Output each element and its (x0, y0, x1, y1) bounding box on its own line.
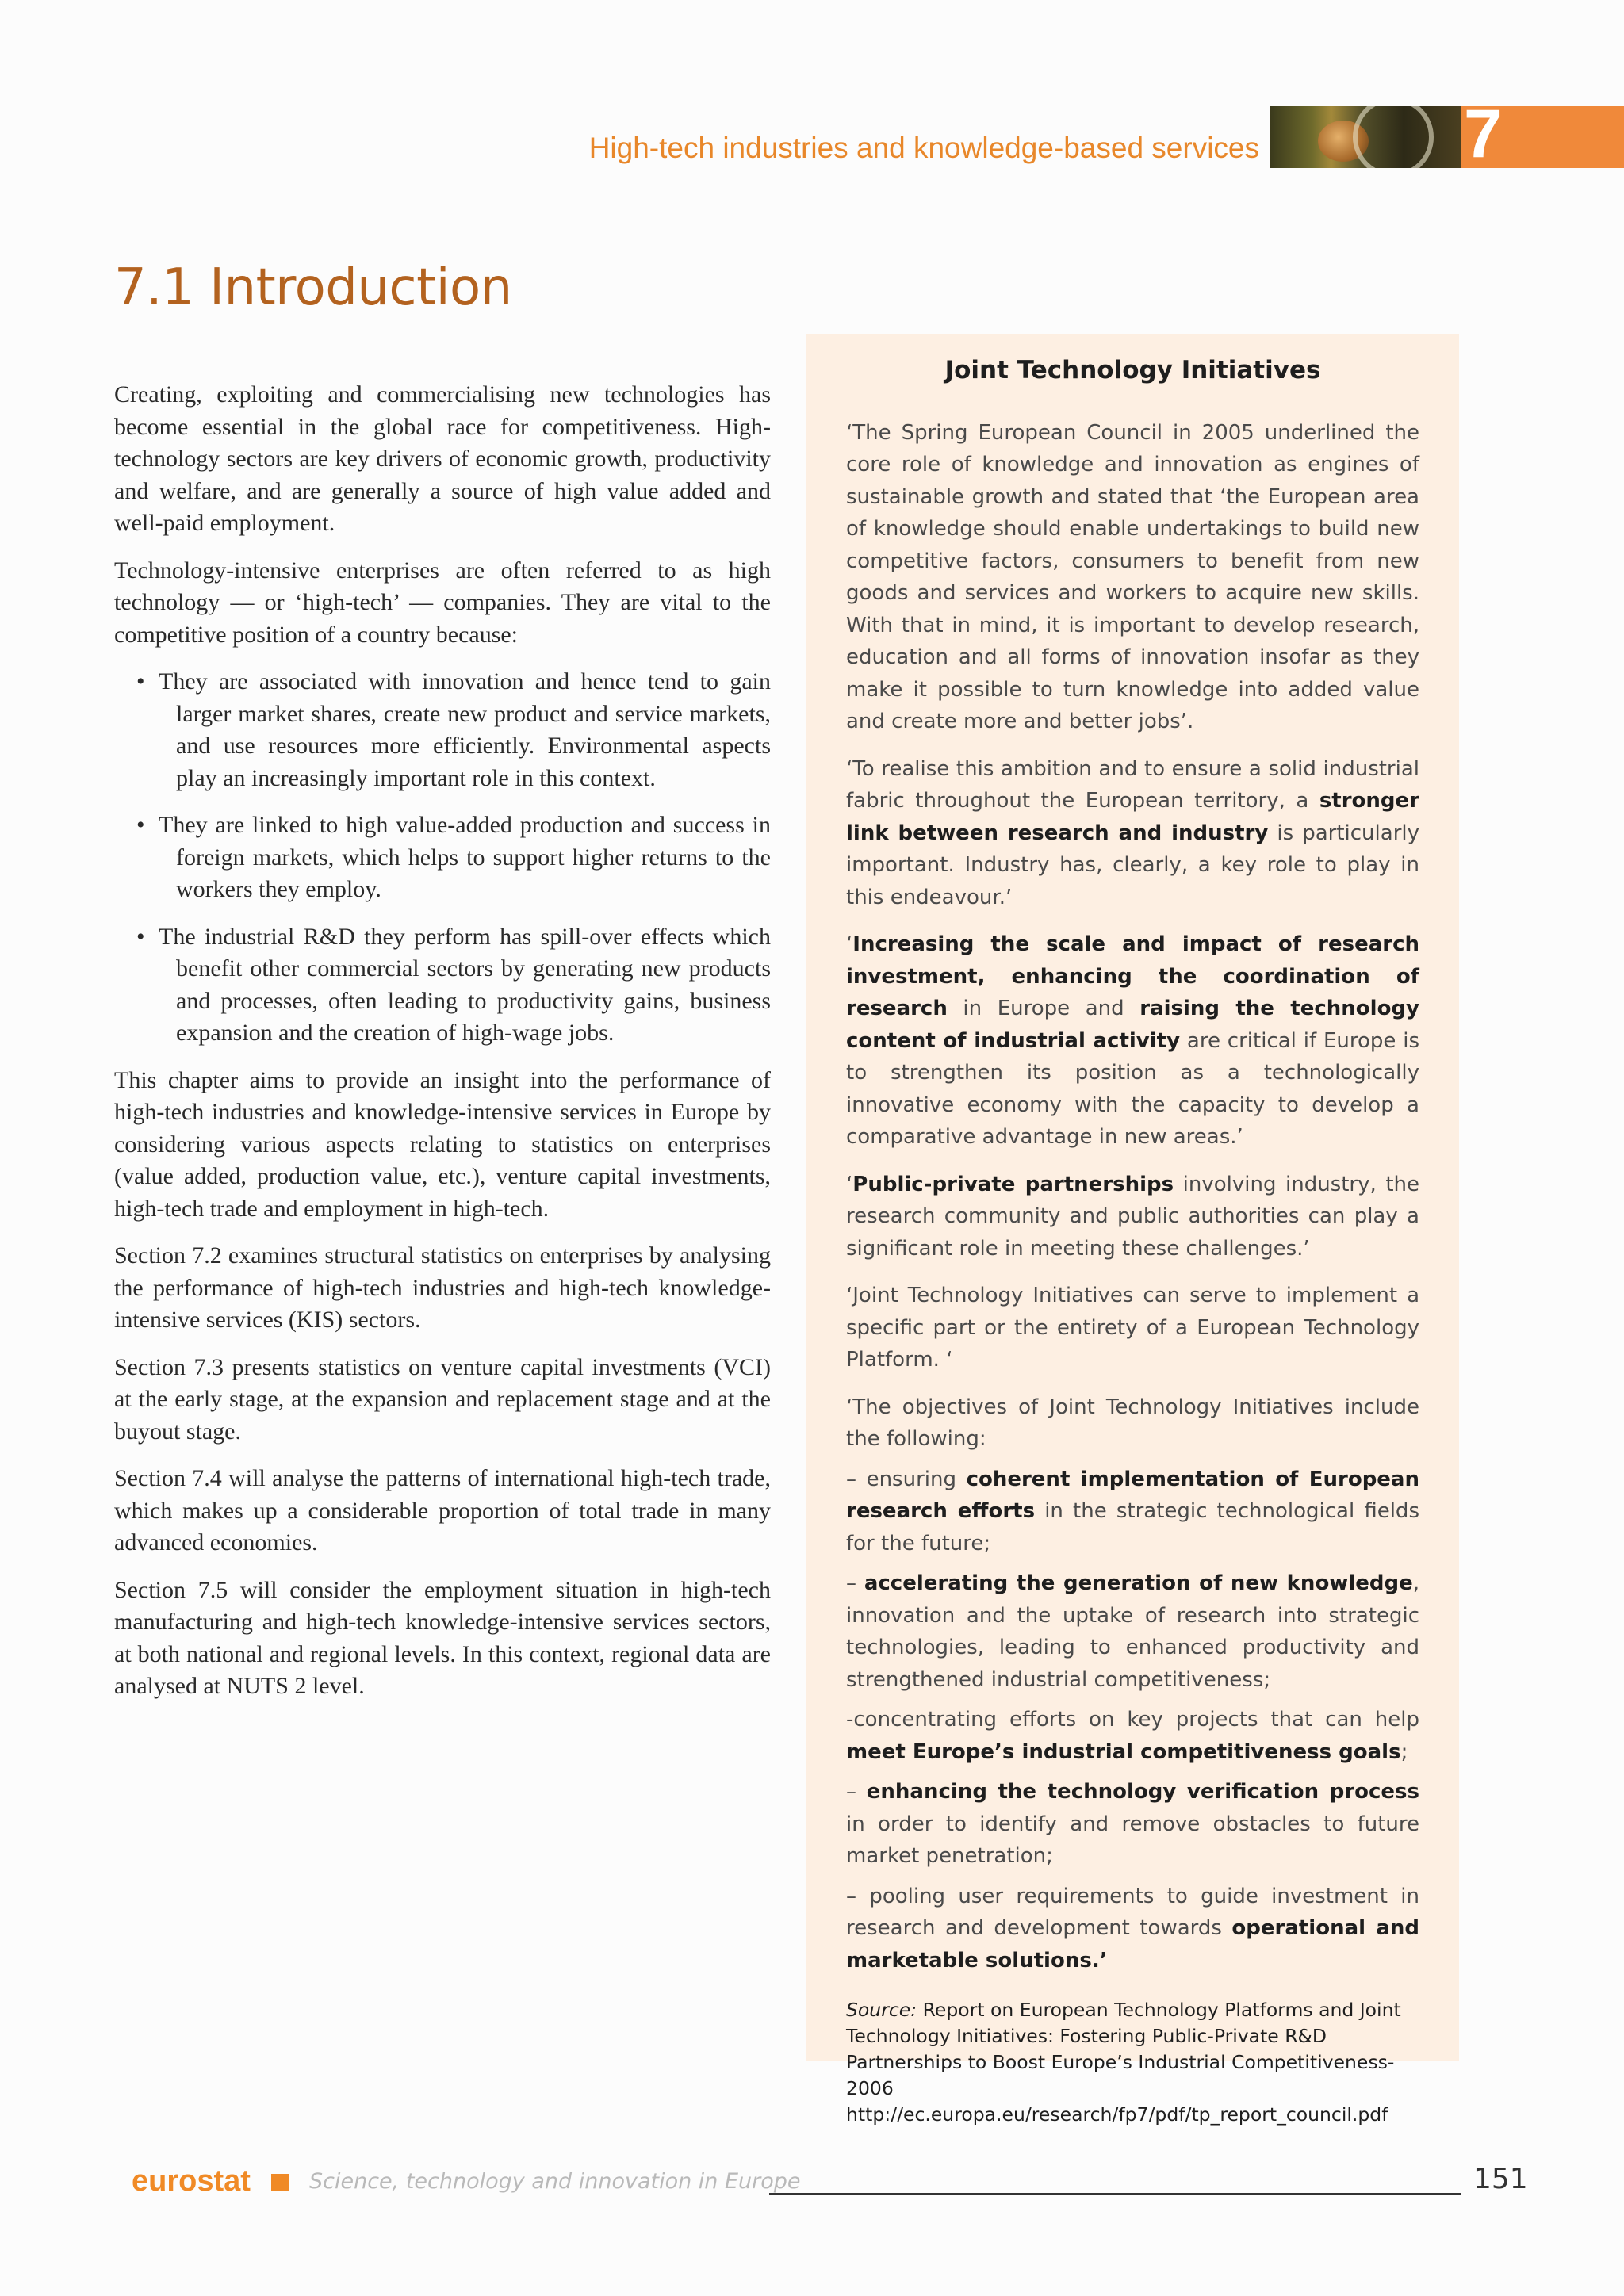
box-title: Joint Technology Initiatives (944, 356, 1321, 385)
box-paragraph (846, 1169, 1419, 1265)
high-tech-paragraph: Technology-intensive enterprises are often referred to as high technology — or ‘high-tech’ — companies. They are vital to the competitive position of a country because: (114, 557, 771, 648)
text-run: – (846, 1780, 867, 1804)
objective-item (846, 1776, 1419, 1873)
text-run: ‘To realise this ambition and to ensure a solid industrial fabric throughout the European territory, a (846, 756, 1419, 813)
source-link[interactable]: http://ec.europa.eu/research/fp7/pdf/tp_report_council.pdf (846, 2103, 1388, 2126)
list-item (114, 809, 771, 906)
source-text: Report on European Technology Platforms and Joint Technology Initiatives: Fostering Public-Private R&D Partnerships to Boost Europe’s Industrial Competitiveness-2006 (846, 1999, 1401, 2099)
text-run: – (846, 1571, 864, 1595)
bold-text: Increasing the scale and impact of research investment, enhancing the coordination of research (846, 932, 1419, 1020)
text-run: , innovation and the uptake of research into strategic technologies, leading to enhanced productivity and strengthened industrial competitiveness; (846, 1571, 1419, 1692)
objective-item (846, 1464, 1419, 1560)
bold-text: enhancing the technology verification process (866, 1780, 1419, 1804)
source-label: Source: (846, 1999, 917, 2021)
chapter-badge (1461, 96, 1624, 172)
text-run: in the strategic technological fields for the future; (846, 1499, 1419, 1556)
bold-text: operational and marketable solutions.’ (846, 1916, 1419, 1973)
text-run: are critical if Europe is to strengthen its position as a technologically innovative economy with the capacity to develop a comparative advantage in new areas.’ (846, 1028, 1419, 1149)
footer-rule (769, 2193, 1461, 2195)
section-heading: 7.1 Introduction (114, 258, 512, 317)
eurostat-logo: eurostat (132, 2164, 251, 2198)
objective-item (846, 1567, 1419, 1696)
chapter-number: 7 (1464, 96, 1502, 172)
text-run: – pooling user requirements to guide investment in research and development towards (846, 1884, 1419, 1940)
photo-ring (1353, 106, 1434, 168)
section-7-4-paragraph: Section 7.4 will analyse the patterns of international high-tech trade, which makes up a considerable proportion of total trade in many advanced economies. (114, 1465, 771, 1556)
header-photo (1270, 106, 1461, 168)
text-run: ‘ (846, 1172, 853, 1196)
text-run: -concentrating efforts on key projects that can help (846, 1708, 1419, 1732)
intro-paragraph: Creating, exploiting and commercialising new technologies has become essential in the global race for competitiveness. High-technology sectors are key drivers of economic growth, productivity and welfare, and are generally a source of high value added and well-paid employment. (114, 381, 771, 536)
list-item-text: They are linked to high value-added production and success in foreign markets, which helps to support higher returns to the workers they employ. (159, 812, 771, 902)
chapter-aim-paragraph: This chapter aims to provide an insight into the performance of high-tech industries and knowledge-intensive services in Europe by considering various aspects relating to statistics on enterprises (value added, production value, etc.), venture capital investments, high-tech trade and employment in high-tech. (114, 1066, 771, 1222)
publication-title: Science, technology and innovation in Europe (309, 2169, 801, 2194)
logo-square-icon (271, 2174, 289, 2191)
bold-text: accelerating the generation of new knowledge (864, 1571, 1413, 1595)
list-item-text: The industrial R&D they perform has spill-over effects which benefit other commercial sectors by generating new products and processes, often leading to productivity gains, business expansion and the creation of high-wage jobs. (159, 923, 771, 1046)
box-paragraph (846, 928, 1419, 1154)
text-run: in order to identify and remove obstacles to future market penetration; (846, 1812, 1419, 1868)
bullet-icon: • (136, 923, 145, 950)
bullet-icon: • (136, 812, 145, 838)
objective-item (846, 1881, 1419, 1977)
reasons-list (114, 666, 771, 1050)
bold-text: Public-private partnerships (852, 1172, 1174, 1196)
page-number: 151 (1473, 2163, 1528, 2195)
text-run: ; (1400, 1739, 1408, 1764)
bold-text: raising the technology content of industrial activity (846, 997, 1419, 1053)
box-paragraph (846, 753, 1419, 914)
bold-text: meet Europe’s industrial competitiveness goals (846, 1739, 1401, 1764)
objective-item (846, 1704, 1419, 1768)
text-run: is particularly important. Industry has, clearly, a key role to play in this endeavour.’ (846, 821, 1419, 909)
source-note (846, 1997, 1419, 2128)
running-title: High-tech industries and knowledge-based services (588, 132, 1259, 164)
joint-technology-box (806, 334, 1459, 2126)
section-7-2-paragraph: Section 7.2 examines structural statistics on enterprises by analysing the performance of high-tech industries and high-tech knowledge-intensive services (KIS) sectors. (114, 1242, 771, 1333)
bold-text: stronger link between research and industry (846, 789, 1419, 845)
section-7-5-paragraph: Section 7.5 will consider the employment situation in high-tech manufacturing and high-tech knowledge-intensive services sectors, at both national and regional levels. In this context, regional data are analysed at NUTS 2 level. (114, 1576, 771, 1699)
left-column (114, 379, 771, 1718)
bold-text: coherent implementation of European research efforts (846, 1467, 1419, 1523)
box-paragraph: ‘Joint Technology Initiatives can serve to implement a specific part or the entirety of a European Technology Platform. ‘ (846, 1284, 1419, 1372)
box-paragraph: ‘The Spring European Council in 2005 underlined the core role of knowledge and innovation as engines of sustainable growth and stated that ‘the European area of knowledge should enable undertakings to build new competitive factors, consumers to benefit from new goods and services and workers to acquire new skills. With that in mind, it is important to develop research, education and all forms of innovation insofar as they make it possible to turn knowledge into added value and create more and better jobs’. (846, 420, 1419, 733)
text-run: – ensuring (846, 1467, 967, 1491)
list-item (114, 666, 771, 794)
text-run: involving industry, the research community and public authorities can play a significant role in meeting these challenges.’ (846, 1172, 1419, 1261)
box-paragraph: ‘The objectives of Joint Technology Initiatives include the following: (846, 1395, 1419, 1451)
section-7-3-paragraph: Section 7.3 presents statistics on venture capital investments (VCI) at the early stage, at the expansion and replacement stage and at the buyout stage. (114, 1353, 771, 1445)
list-item-text: They are associated with innovation and hence tend to gain larger market shares, create new product and service markets, and use resources more efficiently. Environmental aspects play an increasingly important role in this context. (159, 668, 771, 791)
text-run: ‘ (846, 932, 853, 956)
bullet-icon: • (136, 668, 145, 695)
text-run: in Europe and (947, 997, 1140, 1020)
list-item (114, 921, 771, 1050)
